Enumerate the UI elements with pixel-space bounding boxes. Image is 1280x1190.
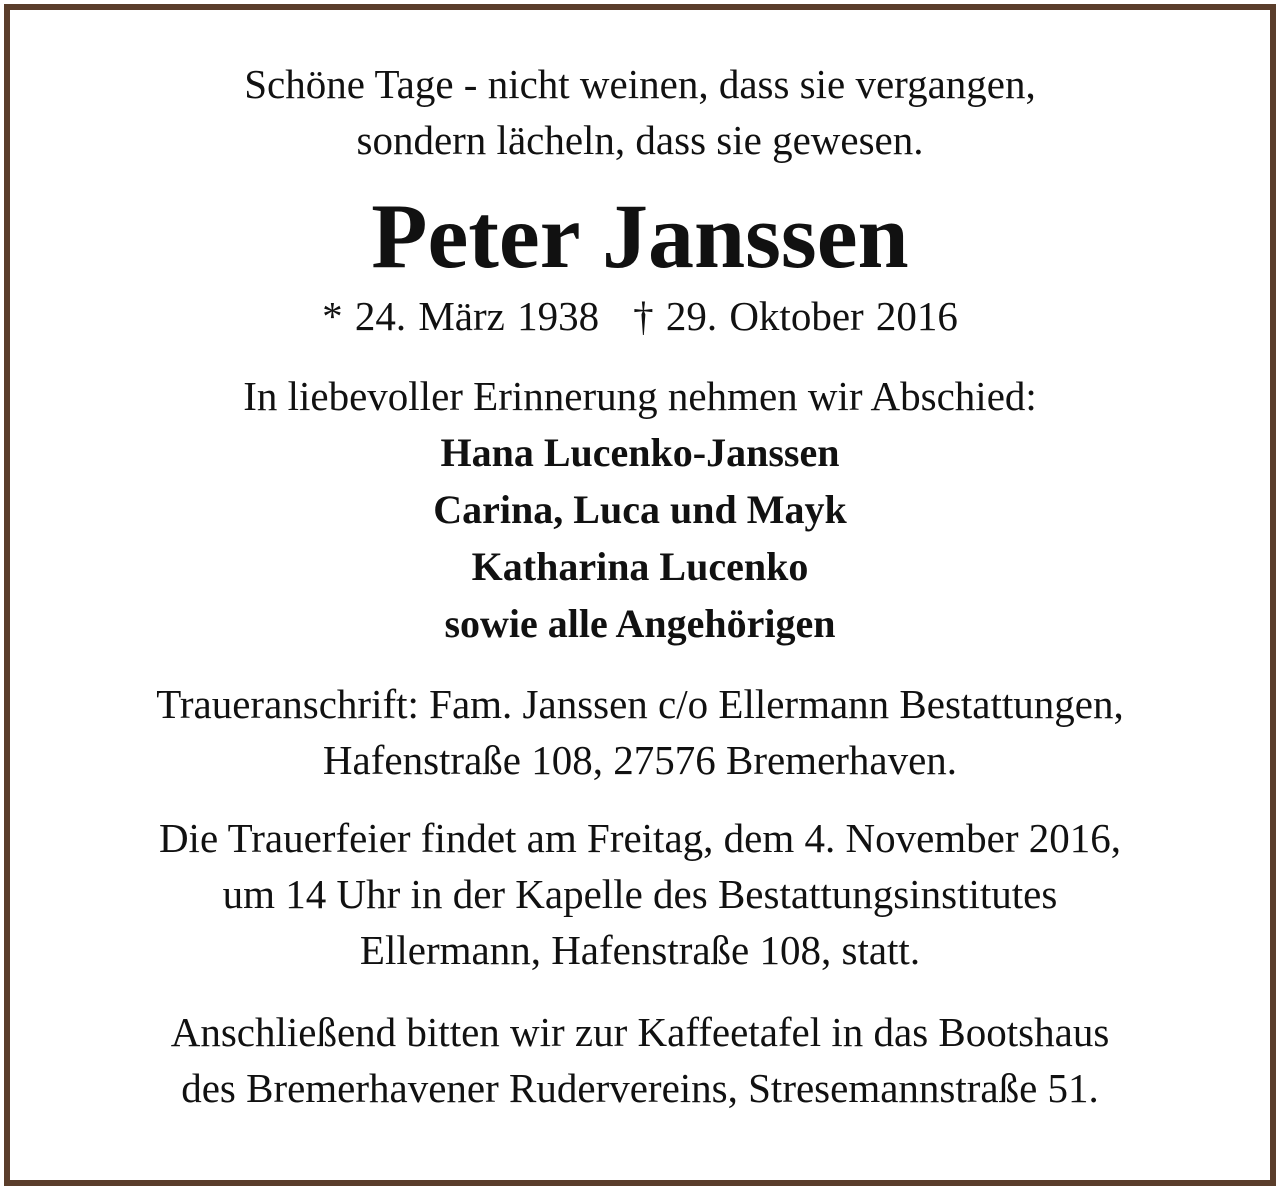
motto-line-1: Schöne Tage - nicht weinen, dass sie vergangen,	[244, 61, 1036, 107]
ceremony-line-1: Die Trauerfeier findet am Freitag, dem 4. November 2016,	[158, 815, 1122, 861]
obituary-frame	[4, 4, 1276, 1186]
motto-line-2: sondern lächeln, dass sie gewesen.	[356, 117, 924, 163]
mourner-name: sowie alle Angehörigen	[444, 601, 836, 646]
mourners-intro: In liebevoller Erinnerung nehmen wir Abschied:	[243, 373, 1037, 419]
mourning-address-line-1: Traueranschrift: Fam. Janssen c/o Ellermann Bestattungen,	[156, 681, 1124, 727]
life-dates	[10, 288, 1270, 344]
deceased-name: Peter Janssen	[371, 185, 909, 287]
mourner-name: Carina, Luca und Mayk	[433, 487, 847, 532]
reception-line-2: des Bremerhavener Rudervereins, Stresemannstraße 51.	[181, 1065, 1099, 1111]
death-date: † 29. Oktober 2016	[633, 293, 958, 339]
mourning-address-line-2: Hafenstraße 108, 27576 Bremerhaven.	[322, 737, 958, 783]
obituary-content	[10, 10, 1270, 1116]
ceremony-line-3: Ellermann, Hafenstraße 108, statt.	[359, 927, 921, 973]
reception-line-1: Anschließend bitten wir zur Kaffeetafel in das Bootshaus	[170, 1009, 1110, 1055]
mourner-name: Katharina Lucenko	[471, 544, 809, 589]
birth-date: * 24. März 1938	[322, 293, 600, 339]
ceremony-line-2: um 14 Uhr in der Kapelle des Bestattungsinstitutes	[222, 871, 1058, 917]
mourner-name: Hana Lucenko-Janssen	[440, 430, 840, 475]
